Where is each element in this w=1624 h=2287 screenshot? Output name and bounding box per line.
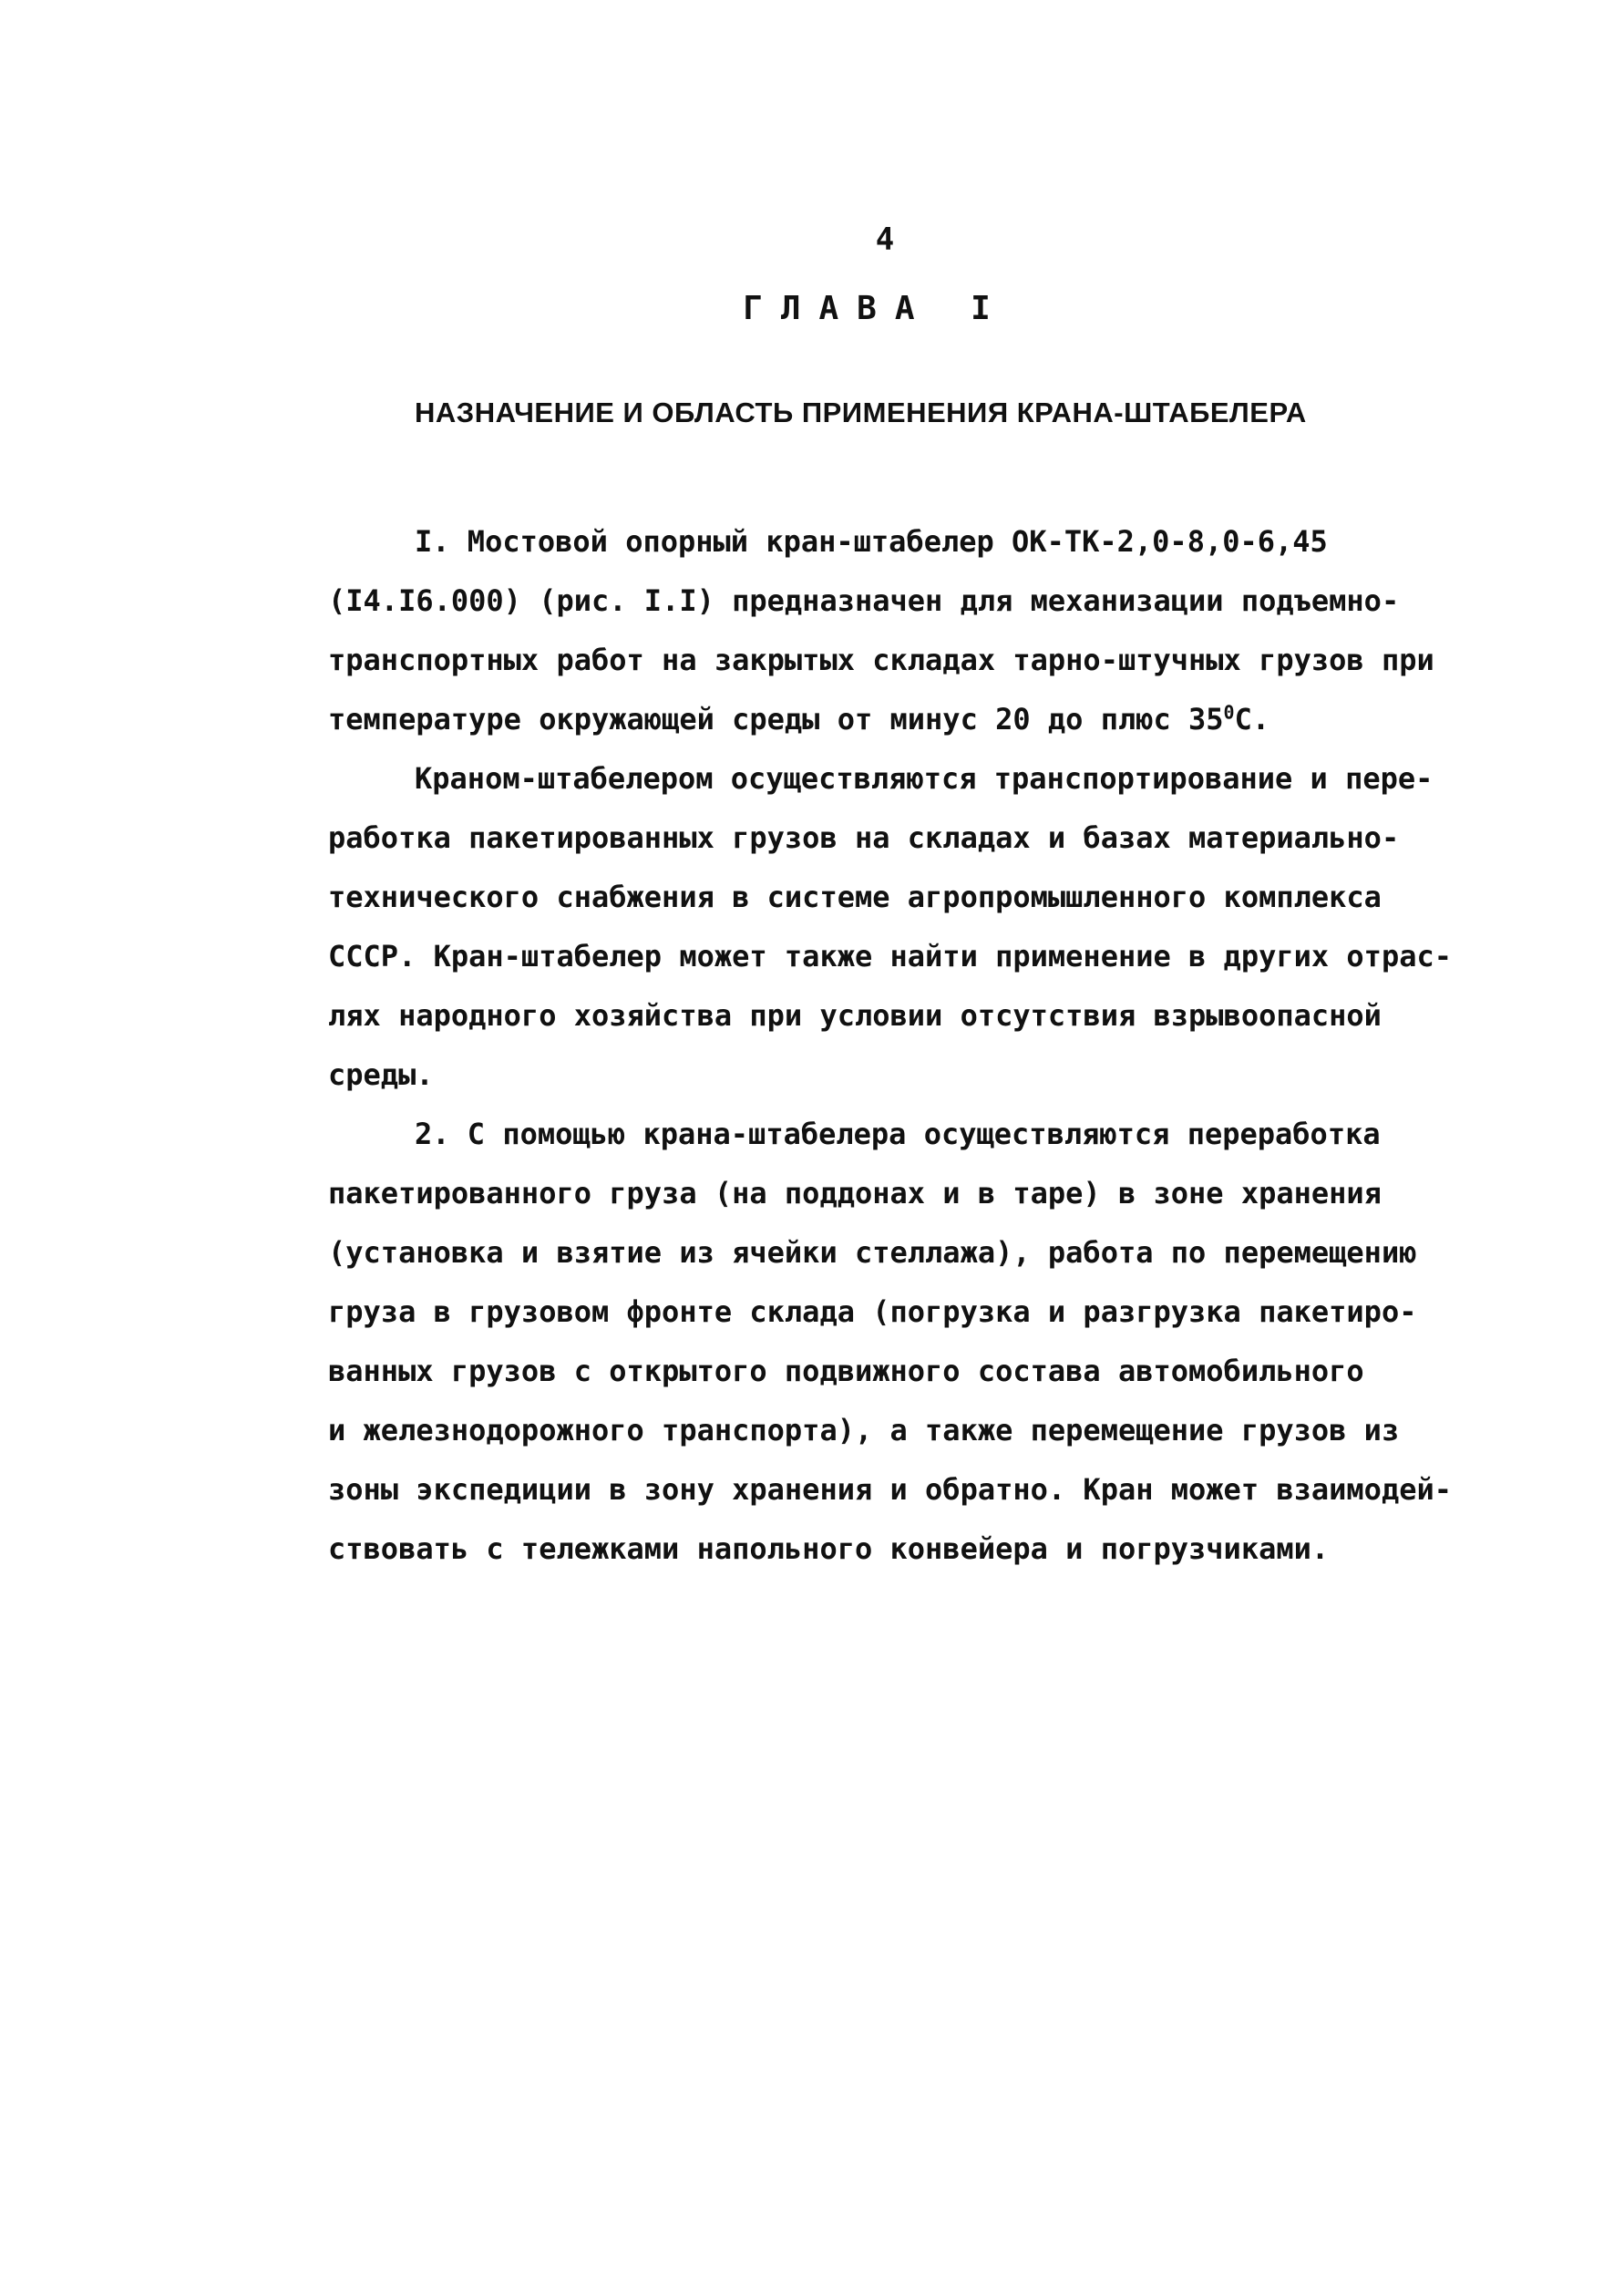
paragraph-3-line-1: 2. С помощью крана-штабелера осуществляются переработка (415, 1117, 1381, 1151)
paragraph-3-line-4: груза в грузовом фронте склада (погрузка и разгрузка пакетиро- (328, 1294, 1417, 1329)
degree-unit: C. (1234, 702, 1270, 737)
paragraph-2-line-1: Краном-штабелером осуществляются транспортирование и пере- (415, 761, 1434, 796)
paragraph-3-line-2: пакетированного груза (на поддонах и в таре) в зоне хранения (328, 1176, 1382, 1210)
body-text (328, 512, 1513, 1579)
paragraph-1-line-2: (I4.I6.000) (рис. I.I) предназначен для механизации подъемно- (328, 583, 1400, 618)
paragraph-1-line-3: транспортных работ на закрытых складах тарно-штучных грузов при (328, 643, 1434, 677)
paragraph-2-line-3: технического снабжения в системе агропромышленного комплекса (328, 880, 1382, 914)
paragraph-1-line-4 (328, 690, 1513, 749)
paragraph-2-line-5: лях народного хозяйства при условии отсутствия взрывоопасной (328, 998, 1382, 1033)
section-title: НАЗНАЧЕНИЕ И ОБЛАСТЬ ПРИМЕНЕНИЯ КРАНА-ШТАБЕЛЕРА (415, 397, 1307, 428)
paragraph-3-line-7: зоны экспедиции в зону хранения и обратно. Кран может взаимодей- (328, 1472, 1452, 1507)
degree-superscript: 0 (1223, 701, 1235, 724)
paragraph-2-line-2: работка пакетированных грузов на складах и базах материально- (328, 820, 1400, 855)
paragraph-2-line-4: СССР. Кран-штабелер может также найти применение в других отрас- (328, 939, 1452, 974)
paragraph-3-line-5: ванных грузов с открытого подвижного состава автомобильного (328, 1354, 1364, 1388)
paragraph-3-line-6: и железнодорожного транспорта), а также перемещение грузов из (328, 1413, 1400, 1447)
paragraph-1-line-1: I. Мостовой опорный кран-штабелер ОК-ТК-2,0-8,0-6,45 (415, 524, 1328, 559)
paragraph-2-line-6: среды. (328, 1057, 434, 1092)
paragraph-3-line-8: ствовать с тележками напольного конвейера и погрузчиками. (328, 1531, 1330, 1566)
paragraph-3-line-3: (установка и взятие из ячейки стеллажа), работа по перемещению (328, 1235, 1417, 1270)
chapter-heading: ГЛАВА I (743, 290, 1009, 327)
page-number: 4 (875, 221, 895, 258)
paragraph-1-line-4-text: температуре окружающей среды от минус 20 до плюс 35 (328, 702, 1224, 737)
